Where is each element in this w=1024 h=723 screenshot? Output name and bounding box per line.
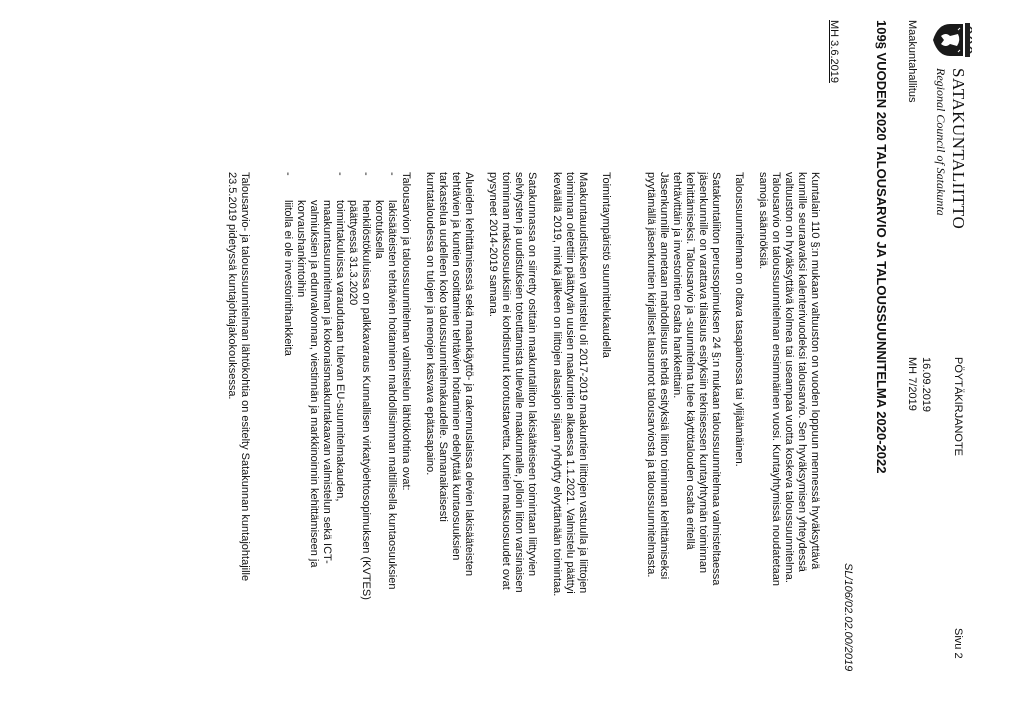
meeting-ref: MH 7/2019 xyxy=(906,357,918,411)
diary-ref: SL/106/02.02.00/2019 xyxy=(842,563,854,672)
body-name: Maakuntahallitus xyxy=(906,20,918,103)
page-number: Sivu 2 xyxy=(952,628,964,659)
paragraph-5: Satakunnassa on siirretty osittain maakuntaliiton lakisääteiseen toimintaan liittyvien selvitysten ja uudistuksien toteuttamista tulevalle maakunnalle, jolloin liiton varsinaisen toiminnan maksuosuuksiin ei kohdistunut korotustarvetta. Kuntien maksuosuudet ovat pysyneet 2014-2019 samana. xyxy=(487,172,538,593)
list-intro: Talousarvion ja taloussuunnitelman valmistelun lähtökohtina ovat: xyxy=(400,172,412,491)
org-subtitle: Regional Council of Satakunta xyxy=(934,68,948,216)
section-heading: Toimintaympäristö suunnittelukaudella xyxy=(600,172,612,358)
paragraph-6: Alueiden kehittämisessä sekä maankäyttö- ja rakennuslaissa olevien lakisääteisten tehtävien ja kuntien osoittamien tehtävien hoitaminen edellyttää kuntaosuuksien tarkastelua uudelleen koko taloussuunnitelmakaudelle. Samanaikaisesti kuntataloudessa on tulojen ja menojen kasvava epätasapaino. xyxy=(424,172,475,577)
list-item: - lakisääteisten tehtävien hoitaminen mahdollisimman maltillisella kuntaosuuksien korotuksella xyxy=(373,172,398,590)
satakunta-crest-logo xyxy=(932,20,972,60)
paragraph-1: Kuntalain 110 §:n mukaan valtuuston on vuoden loppuun mennessä hyväksyttävä kunnille seuraavaksi kalenterivuodeksi talousarvio. Sen hyväksymisen yhteydessä valtuuston on hyväksyttävä kolmea tai useampaa vuotta koskeva taloussuunnitelma. Talousarvio on taloussuunnitelman ensimmäinen vuosi. Kuntayhtymissä noudatetaan samoja säännöksiä. xyxy=(757,172,821,586)
list-item: - toimintakuluissa varaudutaan tulevan EU-suunnitelmakauden, maakuntasuunnitelman ja kokonaismaakuntakaavan valmistelun sekä ICT- valmiuksien ja edunvalvonnan, viestinnän ja markkinoinnin kehittämiseen ja korvaushankintoihin xyxy=(295,172,346,568)
bullet-list xyxy=(281,172,398,600)
paragraph-3: Satakuntaliiton perussopimuksen 24 §:n mukaan taloussuunnitelmaa valmisteltaessa jäsenkunnille on varattava tilaisuus esityksiin teknisessen kuntayhtymän toiminnan kehittämiseksi. Talousarvio ja -suunnitelma tulee käyttötalouden osalta eritellä tehtävittäin ja investointien osalta hankkeittain. Jäsenkunnille annetaan mahdollisuus tehdä esityksiä liiton toiminnan kehittämiseksi pyytämällä jäsenkuntien kirjalliset lausunnot talousarviosta ja taloussuunnitelmasta. xyxy=(645,172,722,586)
doc-type: PÖYTÄKIRJANOTE xyxy=(952,357,964,457)
mh-ref: MH 3.6.2019 xyxy=(828,20,840,83)
meeting-date: 16.09.2019 xyxy=(920,357,932,413)
list-item: - liitolla ei ole investointihankkeita xyxy=(282,172,294,356)
list-item: - henkilöstökuluissa on palkkavaraus Kunnallisen virkatyöehtosopimuksen (KVTES) päättyessä 31.3.2020 xyxy=(347,172,372,600)
paragraph-2: Taloussuunnitelman on oltava tasapainossa tai ylijäämäinen. xyxy=(733,172,745,467)
section-title: 109§ VUODEN 2020 TALOUSARVIO JA TALOUSSUUNNITELMA 2020-2022 xyxy=(874,20,889,474)
org-name: SATAKUNTALIITTO xyxy=(949,68,968,230)
paragraph-4: Maakuntauudistuksen valmistelu oli 2017-2019 maakuntien liittojen vastuulla ja liittojen toiminnan oletettiin päättyvän uusien maakuntien alkaessa 1.1.2021. Valmistelu päättyi keväällä 2019, minkä jälkeen on liittojen alasajon sijaan ryhdytty elvyttämään toimintaa. xyxy=(551,172,589,597)
paragraph-7: Talousarvio- ja taloussuunnitelman lähtökohtia on esitelty Satakunnan kuntajohtajille 23.5.2019 pidetyssä kuntajohtajakokouksessa. xyxy=(226,172,251,582)
